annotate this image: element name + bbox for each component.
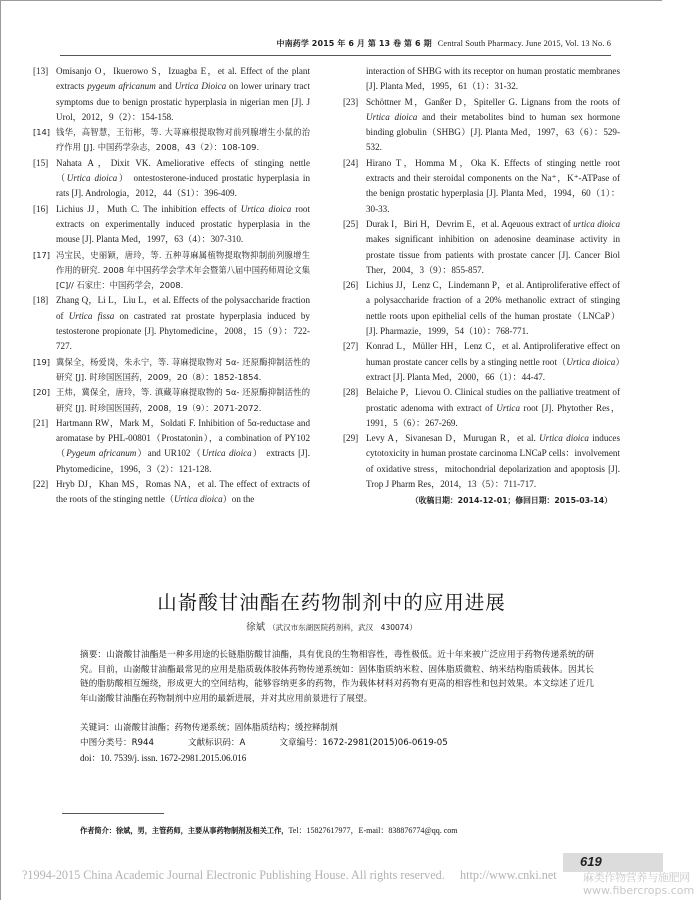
- reference-text: ）and UR102（: [136, 448, 202, 459]
- reference-text: ）extract [J]. Planta Med，2000，66（1）：44-47.: [366, 356, 620, 382]
- reference-number: [26]: [343, 280, 359, 291]
- reference-text: Omisanjo O，Ikuerowo S，Izuagba E，et al. Effect of the plant extracts: [56, 66, 310, 92]
- species-name: Urtica dioica: [66, 173, 118, 184]
- reference-item: [33, 125, 310, 156]
- author-bio: 作者简介：徐斌，男，主管药师，主要从事药物制剂及相关工作，: [80, 826, 289, 835]
- document-code: 文献标识码：A: [187, 738, 246, 748]
- reference-item: [33, 477, 310, 508]
- reference-number: [13]: [33, 66, 49, 76]
- reference-number: [25]: [343, 218, 359, 229]
- reference-number: [18]: [33, 295, 49, 306]
- reference-number: [20]: [33, 387, 51, 398]
- author-note: [80, 825, 457, 836]
- reference-text: 王炜，冀保全，唐玲，等. 滇藏荨麻提取物的 5α- 还原酶抑制活性的研究 [J]. 时珍国医国药，2008，19（9）：2071-2072.: [56, 387, 310, 413]
- article-title: 山嵛酸甘油酯在药物制剂中的应用进展: [157, 591, 506, 614]
- reference-text: Durak I，Biri H，Devrim E，et al. Aqeuous extract of: [366, 218, 574, 229]
- author-affiliation: （武汉市东湖医院药剂科，武汉 430074）: [268, 623, 417, 632]
- reference-text: and their metabolites bind to human sex hormone binding globulin（SHBG）[J]. Planta Med，1997，63（6）：529-532.: [366, 111, 620, 153]
- species-name: Urtica dioica: [201, 448, 252, 459]
- reference-number: [27]: [343, 341, 359, 352]
- reference-number: [29]: [343, 433, 359, 444]
- reference-item: [33, 385, 310, 416]
- reference-text: ）on the: [222, 494, 255, 505]
- reference-text: interaction of SHBG with its receptor on human prostatic membranes [J]. Planta Med，1995，61（1）：31-32.: [366, 66, 620, 92]
- species-name: Urtica dioica: [240, 203, 292, 214]
- species-name: Urtica dioica: [366, 111, 418, 122]
- reference-text: Levy A，Sivanesan D，Murugan R，et al.: [366, 433, 540, 444]
- reference-item: [343, 278, 620, 339]
- watermark-site-name: 麻类作物营养与施肥网: [583, 871, 690, 884]
- reference-item: [33, 248, 310, 294]
- watermark-url: www.fibercrops.com: [583, 884, 694, 897]
- reference-text: ） extracts [J]. Phytomedicine，1996，3（2）：121-128.: [56, 448, 310, 474]
- reference-item: [343, 339, 620, 385]
- reference-text: Hartmann RW，Mark M，Soldati F. Inhibition of 5α-reductase and aromatase by PHL-00801（Prostatonin），a combination of PY102（: [56, 417, 310, 459]
- reference-number: [22]: [33, 479, 49, 490]
- reference-item: [343, 217, 620, 278]
- species-name: Urtica dioica: [539, 433, 589, 444]
- reference-text: 冯宝民，史丽颖，唐玲，等. 五种荨麻属植物提取物抑制前列腺增生作用的研究. 2008 年中国药学会学术年会暨第八届中国药师周论文集 [C]// 石家庄：中国药学会，2008.: [56, 249, 310, 291]
- reference-text: Lichius JJ，Lenz C，Lindemann P，et al. Antiproliferative effect of a polysaccharide fraction of a 20% methanolic extract of stinging nettle roots upon epithelial cells of the human prostate（LNCaP）[J]. Pharmazie，1999，54（10）：768-771.: [366, 280, 620, 337]
- reference-item: [343, 385, 620, 431]
- species-name: Urtica dioica: [566, 356, 616, 367]
- references-left-column: [33, 64, 310, 508]
- reference-item: [33, 156, 310, 202]
- author-name: 徐斌: [246, 622, 266, 633]
- reference-text: Hryb DJ，Khan MS，Romas NA，et al. The effect of extracts of the roots of the stinging nettle（: [56, 479, 310, 505]
- footnote-rule: [62, 813, 164, 814]
- reference-item: [33, 416, 310, 477]
- author-line: [0, 619, 663, 633]
- reference-number: [21]: [33, 417, 49, 428]
- reference-item: [33, 355, 310, 386]
- reference-number: [28]: [343, 387, 359, 398]
- running-header: [60, 38, 611, 49]
- classification-line: [80, 736, 594, 751]
- abstract: 摘要：山嵛酸甘油酯是一种多用途的长链脂肪酸甘油酯，具有优良的生物相容性，毒性极低。近十年来被广泛应用于药物传递系统的研究。目前，山嵛酸甘油酯最常见的应用是脂质载体胶体药物传递系统如：固体脂质纳米粒、固体脂质微粒、纳米结构脂质载体。因其长链的脂肪酸相互缠绕，形成更大的空间结构，能够容纳更多的药物，作为载体材料对药物有更高的相容性和包封效果。本文综述了近几年山嵛酸甘油酯在药物制剂中应用的最新进展，并对其应用前景进行了展望。: [80, 650, 594, 704]
- header-rule: [60, 55, 611, 56]
- clc-number: 中图分类号：R944: [80, 738, 154, 748]
- reference-text: 钱华，高智慧，王衍彬，等. 大荨麻根提取物对前列腺增生小鼠的治疗作用 [J]. 中国药学杂志，2008，43（2）：108-109.: [56, 127, 310, 153]
- species-name: Pygeum africanum: [66, 448, 137, 459]
- doi: doi：10. 7539/j. issn. 1672-2981.2015.06.016: [80, 753, 247, 763]
- reference-number: [17]: [33, 249, 51, 260]
- reference-text: Konrad L，Müller HH，Lenz C，et al. Antiproliferative effect on human prostate cancer cells by a stinging nettle root（: [366, 341, 620, 367]
- species-name: urtica dioica: [573, 218, 620, 229]
- reference-text: makes significant inhibition on adenosine deaminase activity in prostate tissue from patients with prostate cancer [J]. Cancer Biol Ther，2004，3（9）：855-857.: [366, 234, 620, 275]
- reference-text: on lower urinary tract symptoms due to benign prostatic hyperplasia in nigerian men [J]. J Urol，2012，9（2）：154-158.: [56, 81, 310, 122]
- author-contact: Tel：15827617977，E-mail：838876774@qq. com: [288, 826, 458, 835]
- species-name: Urtica Dioica: [174, 81, 227, 92]
- reference-number: [16]: [33, 203, 49, 214]
- reference-number: [14]: [33, 127, 51, 138]
- reference-text: Belaiche P，Lievou O. Clinical studies on the palliative treatment of prostatic adenoma with extract of: [366, 387, 620, 413]
- article-number: 文章编号：1672-2981(2015)06-0619-05: [279, 738, 448, 748]
- references-right-column: [343, 64, 620, 509]
- species-name: Urtica: [496, 402, 521, 413]
- reference-text: ） ontestosterone-induced prostatic hyperplasia in rats [J]. Andrologia，2012，44（S1）：396-409.: [56, 173, 310, 199]
- reference-text: and: [155, 81, 175, 92]
- species-name: Urtica fissa: [68, 310, 115, 321]
- reference-item: [343, 156, 620, 217]
- reference-item: [33, 202, 310, 248]
- reference-item: [33, 293, 310, 354]
- reference-text: root [J]. Phytother Res，1991，5（6）：267-269.: [366, 402, 620, 428]
- reference-number: [24]: [343, 157, 359, 168]
- journal-title-zh: 中南药学 2015 年 6 月 第 13 卷 第 6 期: [276, 39, 432, 48]
- page-number: 619: [580, 854, 602, 869]
- reference-text: Schöttner M，Ganßer D，Spiteller G. Lignans from the roots of: [366, 96, 620, 107]
- reference-text: root extracts on experimentally induced prostatic hyperplasia in the mouse [J]. Planta Med，1997，63（4）：307-310.: [56, 203, 310, 245]
- species-name: Urtica dioica: [173, 494, 223, 505]
- reference-item: [343, 64, 620, 95]
- reference-text: on castrated rat prostate hyperplasia induced by testosterone propionate [J]. Phytomedicine，2008，15（9）：722-727.: [56, 310, 310, 352]
- reference-text: Zhang Q，Li L，Liu L，et al. Effects of the polysaccharide fraction of: [56, 295, 310, 321]
- reference-text: Hirano T，Homma M，Oka K. Effects of stinging nettle root extracts and their steroidal components on the Na⁺，K⁺-ATPase of the benign prostatic hyperplasia [J]. Planta Med，1994，60（1）：30-33.: [366, 157, 620, 214]
- reference-item: [33, 64, 310, 125]
- reference-number: [23]: [343, 96, 359, 107]
- reference-number: [19]: [33, 356, 51, 367]
- reference-text: Lichius JJ，Muth C. The inhibition effects of: [56, 203, 241, 214]
- reference-text: induces cytotoxicity in human prostate carcinoma LNCaP cells：involvement of oxidative stress，mitochondrial depolarization and apoptosis [J]. Trop J Pharm Res，2014，13（5）：711-717.: [366, 433, 621, 490]
- copyright-notice: ?1994-2015 China Academic Journal Electronic Publishing House. All rights reserved. http://www.cnki.net: [22, 868, 557, 882]
- journal-title-en: Central South Pharmacy. June 2015, Vol. 13 No. 6: [437, 39, 611, 48]
- species-name: pygeum africanum: [87, 81, 156, 92]
- reference-item: [343, 431, 620, 492]
- reference-text: 冀保全，杨爱岗，朱永宁，等. 荨麻提取物对 5α- 还原酶抑制活性的研究 [J]. 时珍国医国药，2009，20（8）：1852-1854.: [56, 356, 310, 382]
- keywords: 关键词：山嵛酸甘油酯；药物传递系统；固体脂质结构；缓控释制剂: [80, 723, 338, 733]
- reference-number: [15]: [33, 157, 49, 168]
- reference-text: Nahata A，Dixit VK. Ameliorative effects of stinging nettle （: [56, 157, 310, 184]
- reference-item: [343, 95, 620, 156]
- received-dates: （收稿日期：2014-12-01；修回日期：2015-03-14）: [410, 496, 612, 506]
